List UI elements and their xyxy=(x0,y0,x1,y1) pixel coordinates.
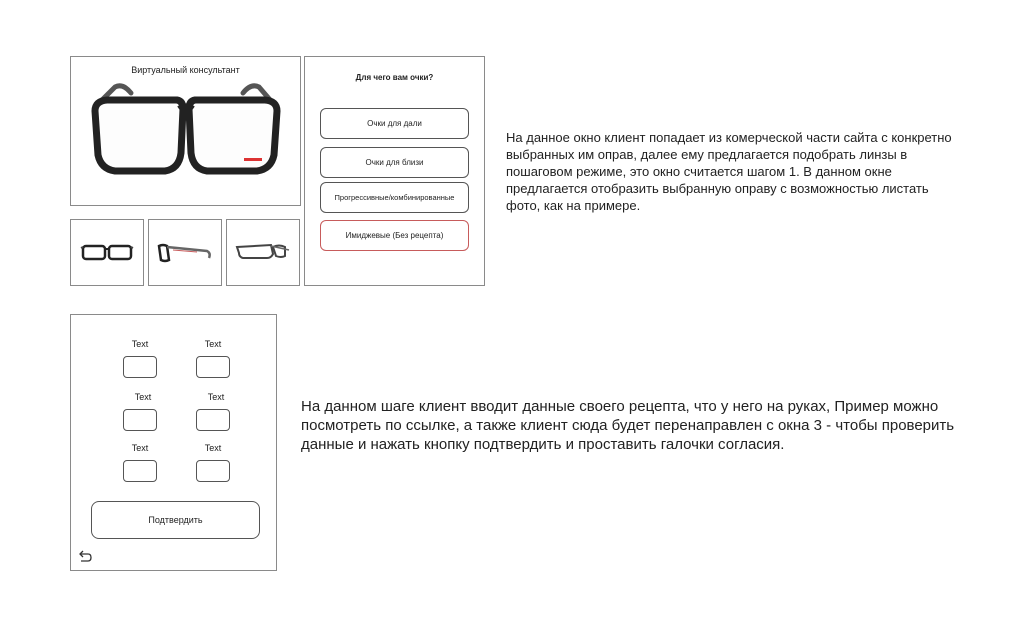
prescription-input[interactable] xyxy=(196,460,230,482)
step2-description: На данном шаге клиент вводит данные своего рецепта, что у него на руках, Пример можно посмотреть по ссылке, а также клиент сюда будет перенаправлен с окна 3 - чтобы проверить данные и нажать кнопку подтвердить и проставить галочки согласия. xyxy=(301,398,955,453)
undo-arrow-icon[interactable] xyxy=(77,549,93,563)
glasses-side-thumb-icon xyxy=(149,220,221,285)
glasses-front-thumb-icon xyxy=(71,220,143,285)
thumbnail-angle[interactable] xyxy=(226,219,300,286)
product-image-panel xyxy=(70,56,301,206)
thumbnail-side[interactable] xyxy=(148,219,222,286)
prescription-input[interactable] xyxy=(123,356,157,378)
glasses-angle-thumb-icon xyxy=(227,220,299,285)
field-label: Text xyxy=(207,392,225,402)
field-label: Text xyxy=(204,443,222,453)
prescription-input[interactable] xyxy=(123,409,157,431)
question-title: Для чего вам очки? xyxy=(355,73,434,82)
field-label: Text xyxy=(131,443,149,453)
confirm-button[interactable]: Подтвердить xyxy=(91,501,260,539)
consultant-title: Виртуальный консультант xyxy=(131,65,240,75)
prescription-input[interactable] xyxy=(123,460,157,482)
option-distance-glasses[interactable]: Очки для дали xyxy=(320,108,469,139)
option-progressive-glasses[interactable]: Прогрессивные/комбинированные xyxy=(320,182,469,213)
step1-description: На данное окно клиент попадает из комерческой части сайта с конкретно выбранных им оправ, далее ему предлагается подобрать линзы в пошаговом режиме, это окно считается шагом 1. В данном окне предлагается отобразить выбранную оправу с возможностью листать фото, как на примере. xyxy=(506,130,952,213)
option-reading-glasses[interactable]: Очки для близи xyxy=(320,147,469,178)
prescription-input[interactable] xyxy=(196,356,230,378)
field-label: Text xyxy=(131,339,149,349)
thumbnail-front[interactable] xyxy=(70,219,144,286)
glasses-main-image xyxy=(71,57,300,205)
field-label: Text xyxy=(204,339,222,349)
field-label: Text xyxy=(134,392,152,402)
prescription-form-panel xyxy=(70,314,277,571)
prescription-input[interactable] xyxy=(196,409,230,431)
question-panel xyxy=(304,56,485,286)
option-image-glasses[interactable]: Имиджевые (Без рецепта) xyxy=(320,220,469,251)
